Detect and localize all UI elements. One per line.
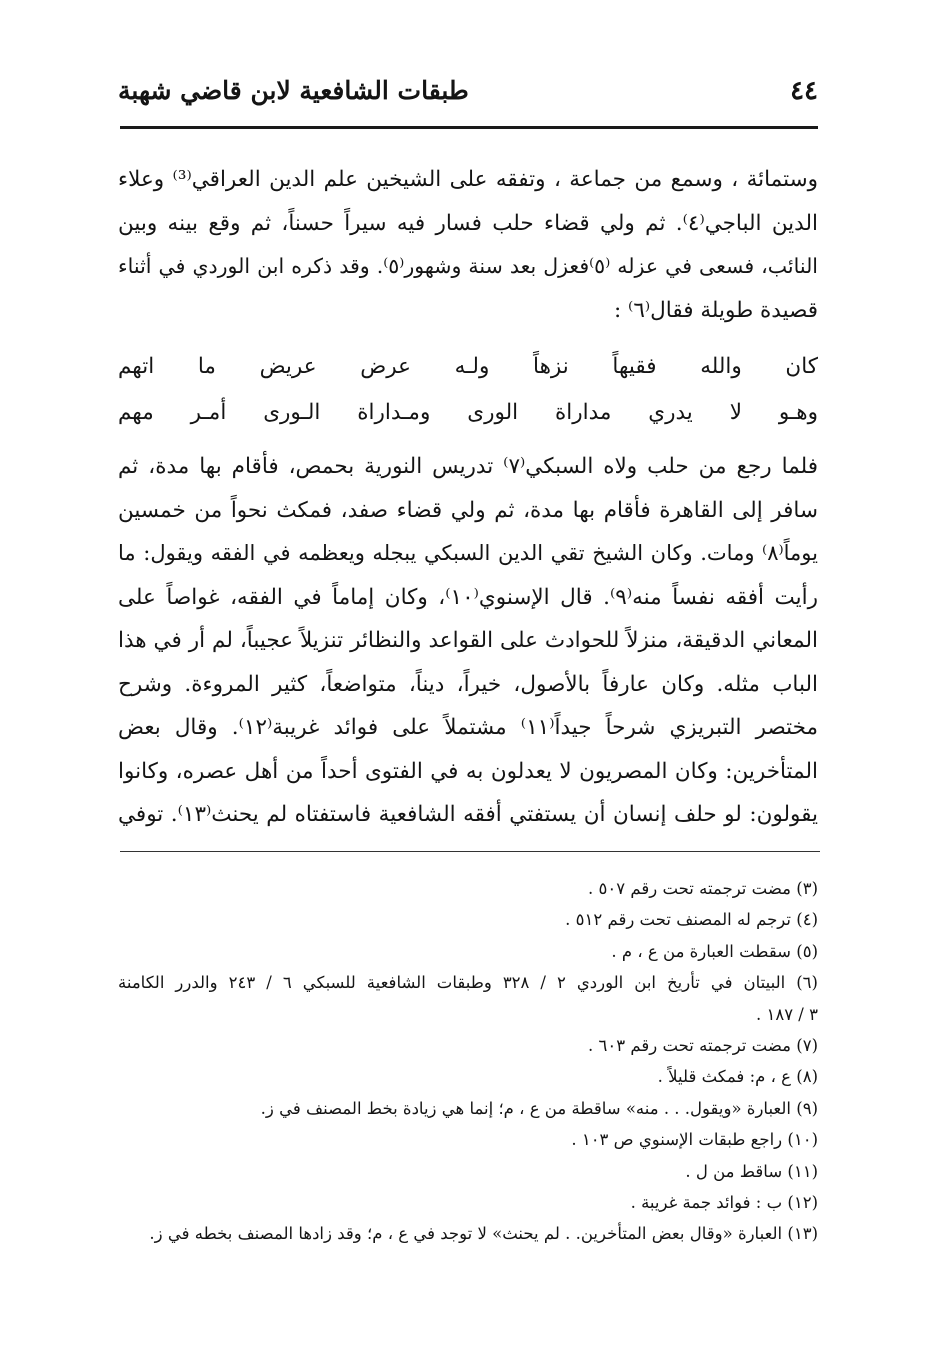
body-line: النائب، فسعى في عزله ⁽٥⁾فعزل بعد سنة وشهور⁽٥⁾. وقد ذكره ابن الوردي في أثناء bbox=[118, 254, 819, 278]
body-paragraph-1 bbox=[118, 158, 818, 332]
body-line: سافر إلى القاهرة فأقام بها مدة، ثم ولي قضاء صفد، فمكث نحواً من خمسين bbox=[118, 497, 818, 523]
body-line: مختصر التبريزي شرحاً جيداً⁽١١⁾ مشتملاً على فوائد غريبة⁽١٢⁾. وقال بعض bbox=[118, 715, 819, 740]
footnote-continuation: ٣ / ١٨٧ . bbox=[755, 1004, 818, 1024]
footnote-rule bbox=[120, 851, 820, 852]
footnote: (٦) البيتان في تأريخ ابن الوردي ٢ / ٣٢٨ وطبقات الشافعية للسبكي ٦ / ٢٤٣ والدرر الكامنة bbox=[118, 973, 818, 993]
footnote: (١٠) راجع طبقات الإسنوي ص ١٠٣ . bbox=[571, 1130, 818, 1150]
poem-verse: وهـو لا يدري مداراة الورى ومـداراة الـورى أمـر مهم bbox=[118, 400, 818, 425]
footnote: (٨) ع ، م: فمكث قليلاً . bbox=[657, 1067, 818, 1087]
body-line: المتأخرين: وكان المصريون لا يعدلون به في الفتوى أحداً من أهل عصره، وكانوا bbox=[118, 758, 818, 784]
poem bbox=[118, 344, 818, 436]
footnotes bbox=[118, 873, 818, 1250]
body-line: قصيدة طويلة فقال⁽٦⁾ : bbox=[613, 297, 818, 323]
body-line: المعاني الدقيقة، منزلاً للحوادث على القواعد والنظائر تنزيلاً عجيباً، لم أر في هذا bbox=[118, 628, 818, 653]
footnote: (٩) العبارة «ويقول. . . منه» ساقطة من ع ، م؛ إنما هي زيادة بخط المصنف في ز. bbox=[260, 1098, 818, 1118]
footnote: (١٢) ب : فوائد جمة غريبة . bbox=[630, 1193, 818, 1213]
body-line: الدين الباجي⁽٤⁾. ثم ولي قضاء حلب فسار فيه سيراً حسناً، ثم وقع بينه وبين bbox=[118, 210, 818, 236]
body-paragraph-2 bbox=[118, 445, 818, 837]
body-line: يوماً⁽٨⁾ ومات. وكان الشيخ تقي الدين السبكي يبجله ويعظمه في الفقه ويقول: ما bbox=[118, 541, 818, 565]
footnote: (١١) ساقط من ل . bbox=[685, 1161, 818, 1181]
page-header bbox=[118, 72, 818, 118]
footnote: (٣) مضت ترجمته تحت رقم ٥٠٧ . bbox=[588, 879, 818, 898]
footnote: (٤) ترجم له المصنف تحت رقم ٥١٢ . bbox=[565, 910, 818, 930]
page-number: ٤٤ bbox=[790, 76, 818, 106]
footnote: (٥) سقطت العبارة من ع ، م . bbox=[611, 941, 818, 961]
poem-verse: كان والله فقيهاً نزهاً ولـه عرض عريض ما اتهم bbox=[118, 354, 818, 379]
header-rule bbox=[120, 126, 818, 129]
body-line: فلما رجع من حلب ولاه السبكي⁽٧⁾ تدريس النورية بحمص، فأقام بها مدة، ثم bbox=[118, 454, 818, 479]
running-title: طبقات الشافعية لابن قاضي شهبة bbox=[118, 76, 469, 105]
body-line: يقولون: لو حلف إنسان أن يستفتي أفقه الشافعية فاستفتاه لم يحنث⁽١٣⁾. توفي bbox=[118, 802, 818, 827]
body-line: الباب مثله. وكان عارفاً بالأصول، خيراً، ديناً، متواضعاً، كثير المروءة. وشرح bbox=[118, 671, 818, 697]
footnote: (١٣) العبارة «وقال بعض المتأخرين. . لم يحنث» لا توجد في ع ، م؛ وقد زادها المصنف بخطه في ز. bbox=[149, 1224, 818, 1244]
body-line: رأيت أفقه نفساً منه⁽٩⁾. قال الإسنوي⁽١٠⁾، وكان إماماً في الفقه، غواصاً على bbox=[118, 584, 819, 610]
body-line: وستمائة ، وسمع من جماعة ، وتفقه على الشيخين علم الدين العراقي⁽³⁾ وعلاء bbox=[118, 167, 818, 192]
footnote: (٧) مضت ترجمته تحت رقم ٦٠٣ . bbox=[588, 1036, 818, 1056]
